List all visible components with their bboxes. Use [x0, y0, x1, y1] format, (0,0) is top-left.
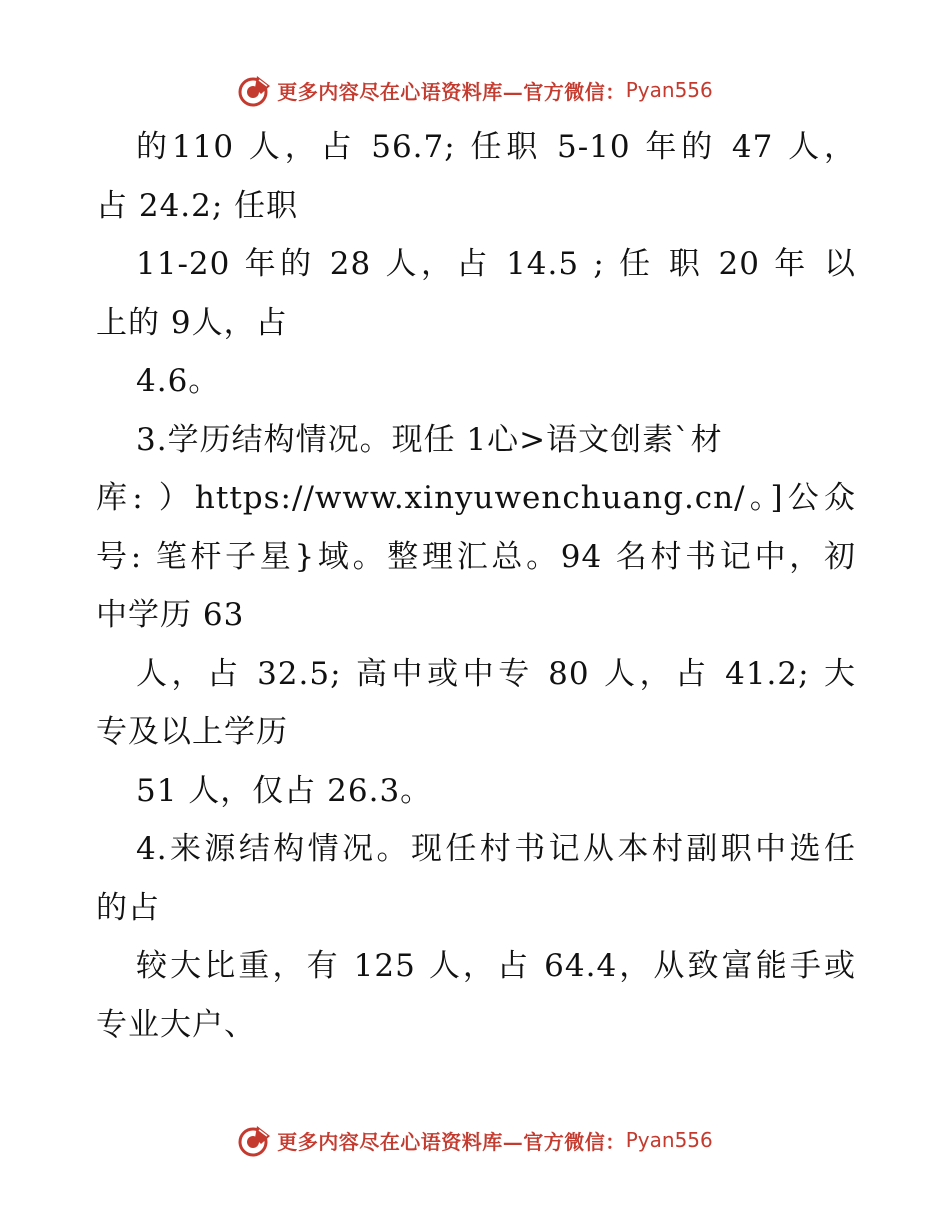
watermark-wechat-id: Pyan556: [625, 78, 713, 102]
body-line: 上的 9人，占: [96, 304, 288, 341]
body-line: 较大比重，有 125 人，占 64.4，从致富能手或: [136, 948, 856, 984]
body-line: 的占: [96, 889, 160, 926]
body-line: 的110 人，占 56.7; 任职 5-10 年的 47 人，: [136, 129, 856, 165]
watermark-header: [0, 70, 950, 110]
watermark-wechat-id: Pyan556: [625, 1128, 713, 1152]
body-line: 51 人，仅占 26.3。: [136, 772, 433, 809]
body-line: 人，占 32.5; 高中或中专 80 人，占 41.2; 大: [136, 655, 856, 692]
body-line: 4.来源结构情况。现任村书记从本村副职中选任: [136, 831, 856, 867]
body-line: 中学历 63: [96, 597, 245, 633]
pen-logo-icon: [237, 72, 273, 108]
watermark-text: 更多内容尽在心语资料库—官方微信：: [277, 1129, 626, 1154]
watermark-text: 更多内容尽在心语资料库—官方微信：: [277, 79, 626, 104]
body-line: 专业大户、: [96, 1006, 256, 1043]
pen-logo-icon: [237, 1122, 273, 1158]
body-line: 库: ）https://www.xinyuwenchuang.cn/。]公众: [96, 480, 856, 516]
body-line: 3.学历结构情况。现任 1心>语文创素`材: [136, 421, 723, 458]
body-line: 占 24.2; 任职: [96, 187, 299, 224]
body-line: 专及以上学历: [96, 714, 288, 750]
watermark-footer: [0, 1120, 950, 1160]
body-line: 号: 笔杆子星}域。整理汇总。94 名村书记中，初: [96, 538, 856, 575]
document-body: [96, 118, 856, 1054]
body-line: 4.6。: [136, 363, 221, 399]
body-line: 11-20 年的 28 人，占 14.5 ; 任 职 20 年 以: [136, 246, 856, 282]
